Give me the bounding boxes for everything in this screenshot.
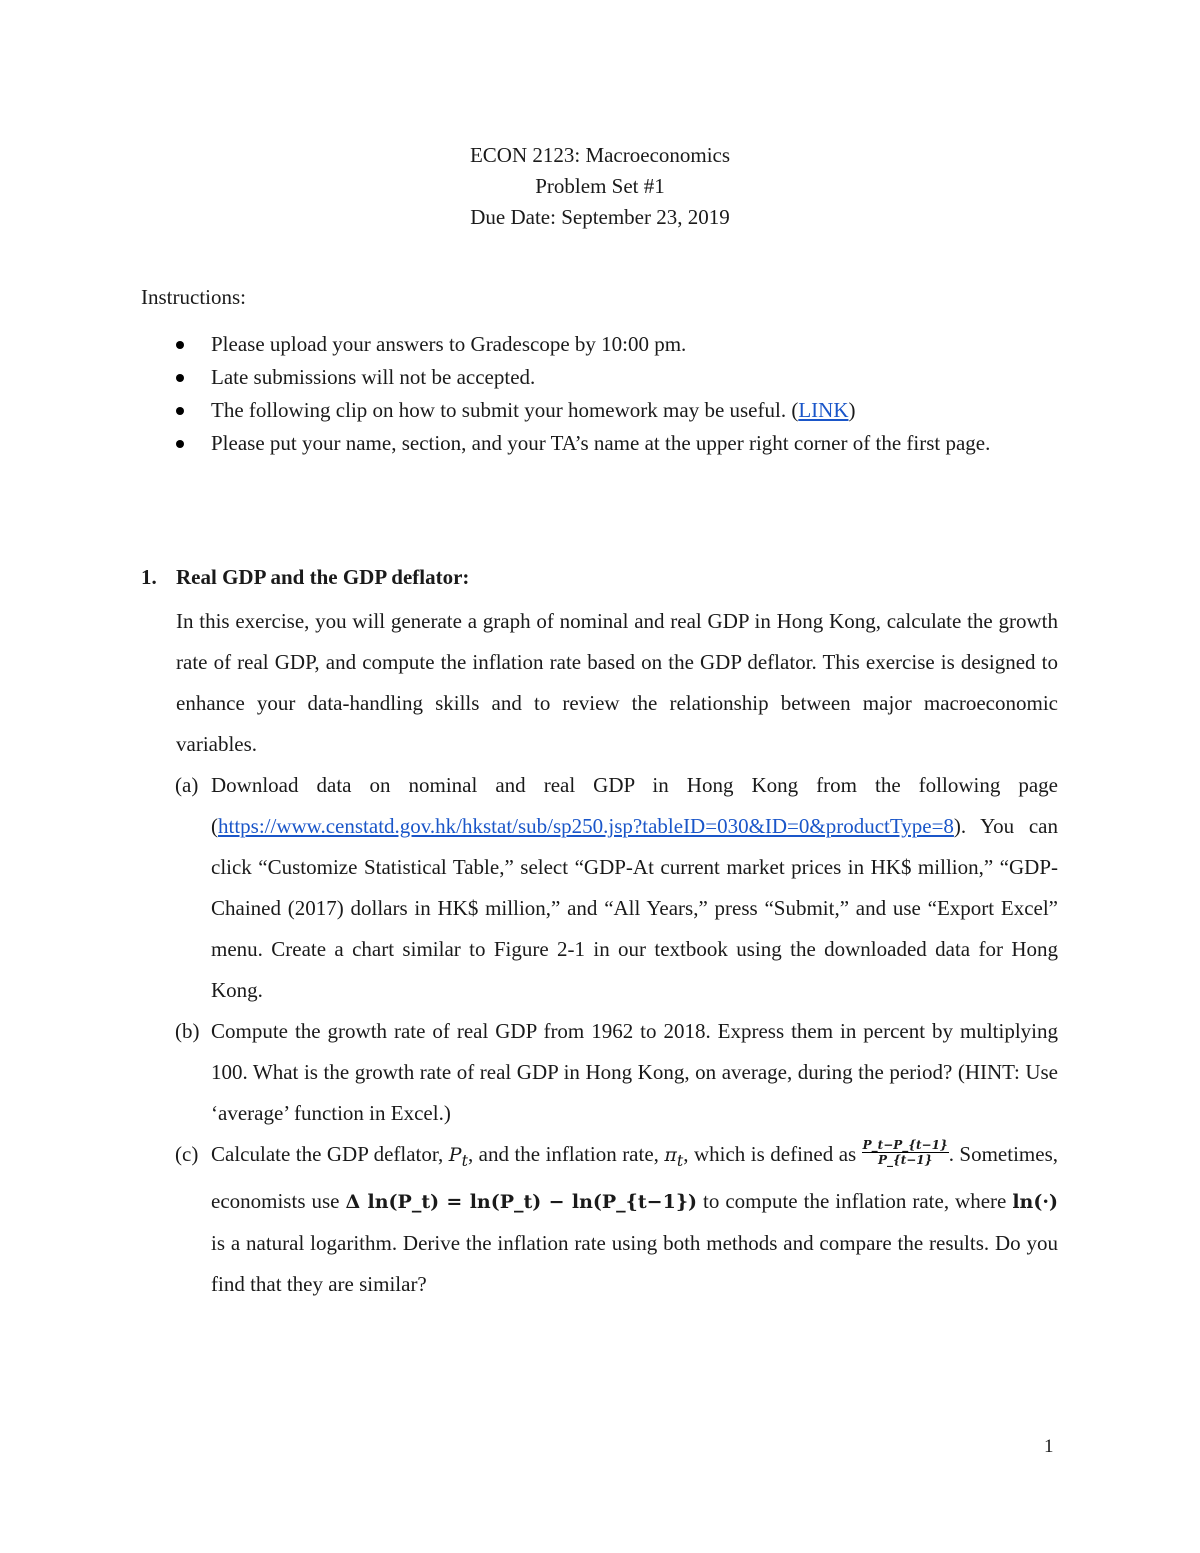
math-inflation: $\pi_t$ bbox=[664, 1144, 684, 1170]
census-data-link[interactable]: https://www.censtatd.gov.hk/hkstat/sub/sp250.jsp?tableID=030&ID=0&productType=8 bbox=[218, 814, 954, 838]
question-text: to compute the inflation rate, where bbox=[697, 1188, 1013, 1213]
question-text: Calculate the GDP deflator, bbox=[211, 1142, 449, 1166]
inflation-fraction bbox=[862, 1138, 949, 1167]
list-item bbox=[0, 394, 1059, 427]
due-date: Due Date: September 23, 2019 bbox=[470, 205, 730, 229]
question-label: (b) bbox=[175, 1019, 200, 1043]
bullet-text: Late submissions will not be accepted. bbox=[211, 365, 536, 389]
document-header bbox=[0, 140, 1200, 233]
fraction-numerator: P_t−P_{t−1} bbox=[862, 1137, 948, 1152]
list-item bbox=[0, 328, 1059, 361]
section-intro: In this exercise, you will generate a graph of nominal and real GDP in Hong Kong, calculate the growth rate of real GDP, and compute the inflation rate based on the GDP deflator. This exercise is designed to enhance your data-handling skills and to review the relationship between major macroeconomic variables. bbox=[176, 609, 1058, 756]
log-formula: Δ ln(P_t) = ln(P_t) − ln(P_{t−1}) bbox=[345, 1190, 698, 1213]
bullet-text: Please upload your answers to Gradescope by 10:00 pm. bbox=[211, 332, 687, 356]
instructions-label: Instructions: bbox=[141, 285, 246, 309]
bullet-icon bbox=[176, 374, 184, 382]
page-number: 1 bbox=[1044, 1436, 1054, 1457]
list-item bbox=[0, 361, 1059, 394]
bullet-text: ) bbox=[848, 398, 856, 422]
section-heading bbox=[0, 560, 1200, 594]
question-text: Compute the growth rate of real GDP from 1962 to 2018. Express them in percent by multiplying 100. What is the growth rate of real GDP in Hong Kong, on average, during the period? (HINT: Use ‘average’ function in Excel.) bbox=[211, 1019, 1058, 1125]
question-label: (a) bbox=[175, 773, 199, 797]
question-a bbox=[175, 765, 1058, 1011]
bullet-text: The following clip on how to submit your homework may be useful. ( bbox=[211, 398, 799, 422]
bullet-text: Please put your name, section, and your TA’s name at the upper right corner of the first page. bbox=[211, 431, 991, 455]
question-text: . Sometimes, economists use bbox=[211, 1142, 1058, 1213]
bullet-icon bbox=[176, 440, 184, 448]
math-deflator: $P_t$ bbox=[448, 1144, 468, 1170]
section-title: Real GDP and the GDP deflator: bbox=[176, 565, 470, 589]
bullet-icon bbox=[176, 407, 184, 415]
section-number: 1. bbox=[141, 565, 157, 589]
question-b bbox=[175, 1011, 1058, 1134]
course-title: ECON 2123: Macroeconomics bbox=[469, 143, 731, 167]
question-text: , which is defined as bbox=[683, 1142, 862, 1166]
question-label: (c) bbox=[175, 1142, 199, 1166]
question-text: Download data on nominal and real GDP in Hong Kong from the following page ( bbox=[211, 773, 1058, 838]
question-c bbox=[175, 1134, 1058, 1305]
question-text: is a natural logarithm. Derive the inflation rate using both methods and compare the results. Do you find that they are similar? bbox=[211, 1230, 1058, 1296]
question-text: ). You can click “Customize Statistical Table,” select “GDP-At current market prices in HK$ million,” “GDP-Chained (2017) dollars in HK$ million,” and “All Years,” press “Submit,” and use “Export Excel” menu. Create a chart similar to Figure 2-1 in our textbook using the downloaded data for Hong Kong. bbox=[211, 814, 1058, 1002]
bullet-icon bbox=[176, 341, 184, 349]
problem-set-title: Problem Set #1 bbox=[535, 174, 665, 198]
question-text: , and the inflation rate, bbox=[467, 1142, 665, 1166]
section-1 bbox=[0, 560, 1200, 1305]
fraction-denominator: P_{t−1} bbox=[877, 1152, 933, 1167]
list-item bbox=[0, 427, 1059, 460]
ln-notation: ln(·) bbox=[1012, 1190, 1058, 1213]
clip-link[interactable]: LINK bbox=[798, 398, 849, 422]
instructions-list bbox=[0, 328, 1200, 460]
